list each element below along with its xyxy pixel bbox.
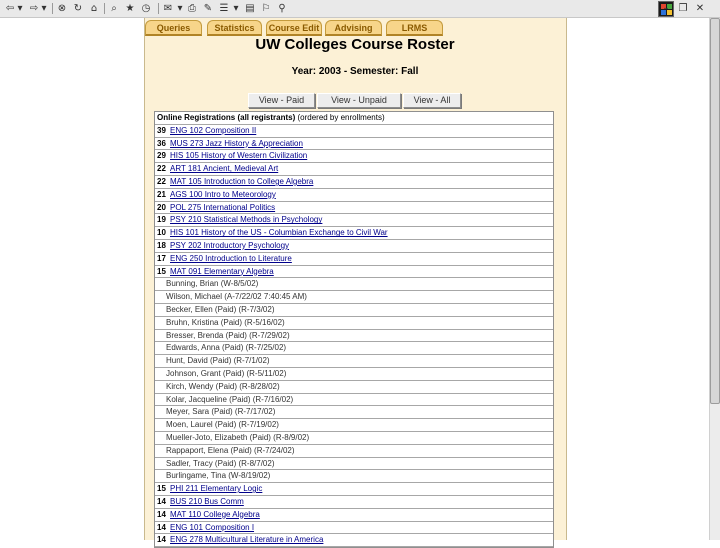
- course-row: [155, 189, 553, 202]
- student-entry: Meyer, Sara (Paid) (R-7/17/02): [166, 407, 276, 417]
- restore-icon[interactable]: ❐: [678, 3, 688, 14]
- course-row: [155, 253, 553, 266]
- refresh-icon[interactable]: ↻: [73, 3, 83, 14]
- enrollment-count: 17: [157, 253, 166, 263]
- enrollment-count: 39: [157, 125, 166, 135]
- enrollment-count: 21: [157, 189, 166, 199]
- discuss-icon[interactable]: ☰: [219, 3, 229, 14]
- student-row: [155, 317, 553, 330]
- student-row: [155, 394, 553, 407]
- course-link[interactable]: PSY 202 Introductory Psychology: [170, 240, 290, 250]
- browser-toolbar: [0, 0, 720, 18]
- course-row: [155, 125, 553, 138]
- student-entry: Moen, Laurel (Paid) (R-7/19/02): [166, 420, 279, 430]
- enrollment-count: 15: [157, 484, 166, 494]
- table-header: [155, 112, 553, 125]
- enrollment-count: 29: [157, 151, 166, 161]
- close-icon[interactable]: ✕: [695, 3, 705, 14]
- student-entry: Edwards, Anna (Paid) (R-7/25/02): [166, 343, 287, 353]
- course-link[interactable]: AGS 100 Intro to Meteorology: [170, 189, 276, 199]
- roster-rows: [155, 125, 553, 547]
- edit-icon[interactable]: ✎: [203, 3, 213, 14]
- vertical-scrollbar[interactable]: [709, 18, 720, 540]
- course-link[interactable]: BUS 210 Bus Comm: [170, 496, 244, 506]
- course-link[interactable]: PHI 211 Elementary Logic: [170, 484, 263, 494]
- enrollment-count: 22: [157, 176, 166, 186]
- student-row: [155, 330, 553, 343]
- student-row: [155, 278, 553, 291]
- course-link[interactable]: MAT 110 College Algebra: [170, 509, 260, 519]
- view-paid-button[interactable]: View - Paid: [248, 93, 315, 108]
- student-entry: Kolar, Jacqueline (Paid) (R-7/16/02): [166, 394, 294, 404]
- roster-table: [154, 111, 554, 548]
- page-subtitle: Year: 2003 - Semester: Fall: [291, 66, 419, 77]
- student-entry: Mueller-Joto, Elizabeth (Paid) (R-8/9/02): [166, 432, 310, 442]
- course-row: [155, 227, 553, 240]
- enrollment-count: 22: [157, 164, 166, 174]
- course-link[interactable]: ENG 278 Multicultural Literature in America: [170, 535, 324, 545]
- course-link[interactable]: MAT 091 Elementary Algebra: [170, 266, 274, 276]
- enrollment-count: 36: [157, 138, 166, 148]
- home-icon[interactable]: ⌂: [90, 3, 98, 14]
- course-link[interactable]: HIS 105 History of Western Civilization: [170, 151, 308, 161]
- student-row: [155, 355, 553, 368]
- course-link[interactable]: HIS 101 History of the US - Columbian Exchange to Civil War: [170, 228, 388, 238]
- course-row: [155, 534, 553, 547]
- nav-tabs: [145, 20, 545, 36]
- enrollment-count: 10: [157, 228, 166, 238]
- tab-statistics[interactable]: Statistics: [207, 20, 262, 36]
- course-row: [155, 214, 553, 227]
- course-row: [155, 483, 553, 496]
- header-label: Online Registrations (all registrants): [157, 113, 296, 122]
- enrollment-count: 18: [157, 240, 166, 250]
- course-row: [155, 509, 553, 522]
- student-entry: Bunning, Brian (W-8/5/02): [166, 279, 259, 289]
- course-row: [155, 522, 553, 535]
- student-entry: Hunt, David (Paid) (R-7/1/02): [166, 356, 270, 366]
- enrollment-count: 19: [157, 215, 166, 225]
- view-all-button[interactable]: View - All: [403, 93, 461, 108]
- tab-lrms[interactable]: LRMS: [386, 20, 443, 36]
- history-icon[interactable]: ◷: [141, 3, 151, 14]
- chevron-down-icon[interactable]: ▾: [41, 3, 47, 14]
- chevron-down-icon[interactable]: ▾: [177, 3, 183, 14]
- student-entry: Wilson, Michael (A-7/22/02 7:40:45 AM): [166, 292, 307, 302]
- favorites-icon[interactable]: ★: [125, 3, 135, 14]
- toolbar-separator: [158, 3, 159, 14]
- toolbar-separator: [52, 3, 53, 14]
- student-row: [155, 291, 553, 304]
- window-controls: [658, 1, 718, 17]
- course-link[interactable]: MAT 105 Introduction to College Algebra: [170, 176, 314, 186]
- student-row: [155, 368, 553, 381]
- student-entry: Bresser, Brenda (Paid) (R-7/29/02): [166, 330, 290, 340]
- course-row: [155, 150, 553, 163]
- chevron-down-icon[interactable]: ▾: [17, 3, 23, 14]
- search-icon[interactable]: ⌕: [111, 3, 117, 14]
- student-row: [155, 419, 553, 432]
- tab-course-edit[interactable]: Course Edit: [266, 20, 322, 36]
- student-entry: Kirch, Wendy (Paid) (R-8/28/02): [166, 381, 280, 391]
- scrollbar-thumb[interactable]: [710, 18, 720, 404]
- course-row: [155, 163, 553, 176]
- messenger-icon[interactable]: ⚐: [261, 3, 271, 14]
- course-link[interactable]: ENG 102 Composition II: [170, 125, 257, 135]
- tab-queries[interactable]: Queries: [145, 20, 202, 36]
- course-link[interactable]: POL 275 International Politics: [170, 202, 276, 212]
- enrollment-count: 14: [157, 496, 166, 506]
- forward-arrow-icon[interactable]: ⇨: [29, 3, 39, 14]
- mail-icon[interactable]: ✉: [163, 3, 173, 14]
- course-row: [155, 240, 553, 253]
- course-row: [155, 138, 553, 151]
- print-icon[interactable]: ⎙: [188, 3, 196, 14]
- course-link[interactable]: ENG 250 Introduction to Literature: [170, 253, 292, 263]
- enrollment-count: 14: [157, 522, 166, 532]
- back-arrow-icon[interactable]: ⇦: [5, 3, 15, 14]
- course-row: [155, 202, 553, 215]
- student-entry: Rappaport, Elena (Paid) (R-7/24/02): [166, 445, 295, 455]
- course-link[interactable]: MUS 273 Jazz History & Appreciation: [170, 138, 303, 148]
- header-note: (ordered by enrollments): [295, 113, 385, 122]
- stop-icon[interactable]: ⊗: [57, 3, 67, 14]
- student-entry: Sadler, Tracy (Paid) (R-8/7/02): [166, 458, 275, 468]
- research-icon[interactable]: ⚲: [278, 3, 286, 14]
- document-icon[interactable]: ▤: [245, 3, 255, 14]
- toolbar-separator: [104, 3, 105, 14]
- view-unpaid-button[interactable]: View - Unpaid: [317, 93, 401, 108]
- student-row: [155, 342, 553, 355]
- student-row: [155, 406, 553, 419]
- student-row: [155, 432, 553, 445]
- student-entry: Johnson, Grant (Paid) (R-5/11/02): [166, 368, 287, 378]
- student-row: [155, 304, 553, 317]
- course-row: [155, 496, 553, 509]
- minimize-icon[interactable]: –: [663, 3, 669, 14]
- tab-advising[interactable]: Advising: [325, 20, 382, 36]
- course-link[interactable]: PSY 210 Statistical Methods in Psychology: [170, 215, 323, 225]
- student-row: [155, 458, 553, 471]
- page-title: UW Colleges Course Roster: [255, 36, 455, 53]
- enrollment-count: 14: [157, 535, 166, 545]
- course-link[interactable]: ART 181 Ancient, Medieval Art: [170, 164, 279, 174]
- student-row: [155, 470, 553, 483]
- student-entry: Bruhn, Kristina (Paid) (R-5/16/02): [166, 317, 285, 327]
- student-row: [155, 445, 553, 458]
- student-entry: Becker, Ellen (Paid) (R-7/3/02): [166, 304, 275, 314]
- enrollment-count: 15: [157, 266, 166, 276]
- course-link[interactable]: ENG 101 Composition I: [170, 522, 255, 532]
- student-row: [155, 381, 553, 394]
- enrollment-count: 20: [157, 202, 166, 212]
- student-entry: Burlingame, Tina (W-8/19/02): [166, 471, 271, 481]
- course-row: [155, 266, 553, 279]
- chevron-down-icon[interactable]: ▾: [233, 3, 239, 14]
- course-row: [155, 176, 553, 189]
- enrollment-count: 14: [157, 509, 166, 519]
